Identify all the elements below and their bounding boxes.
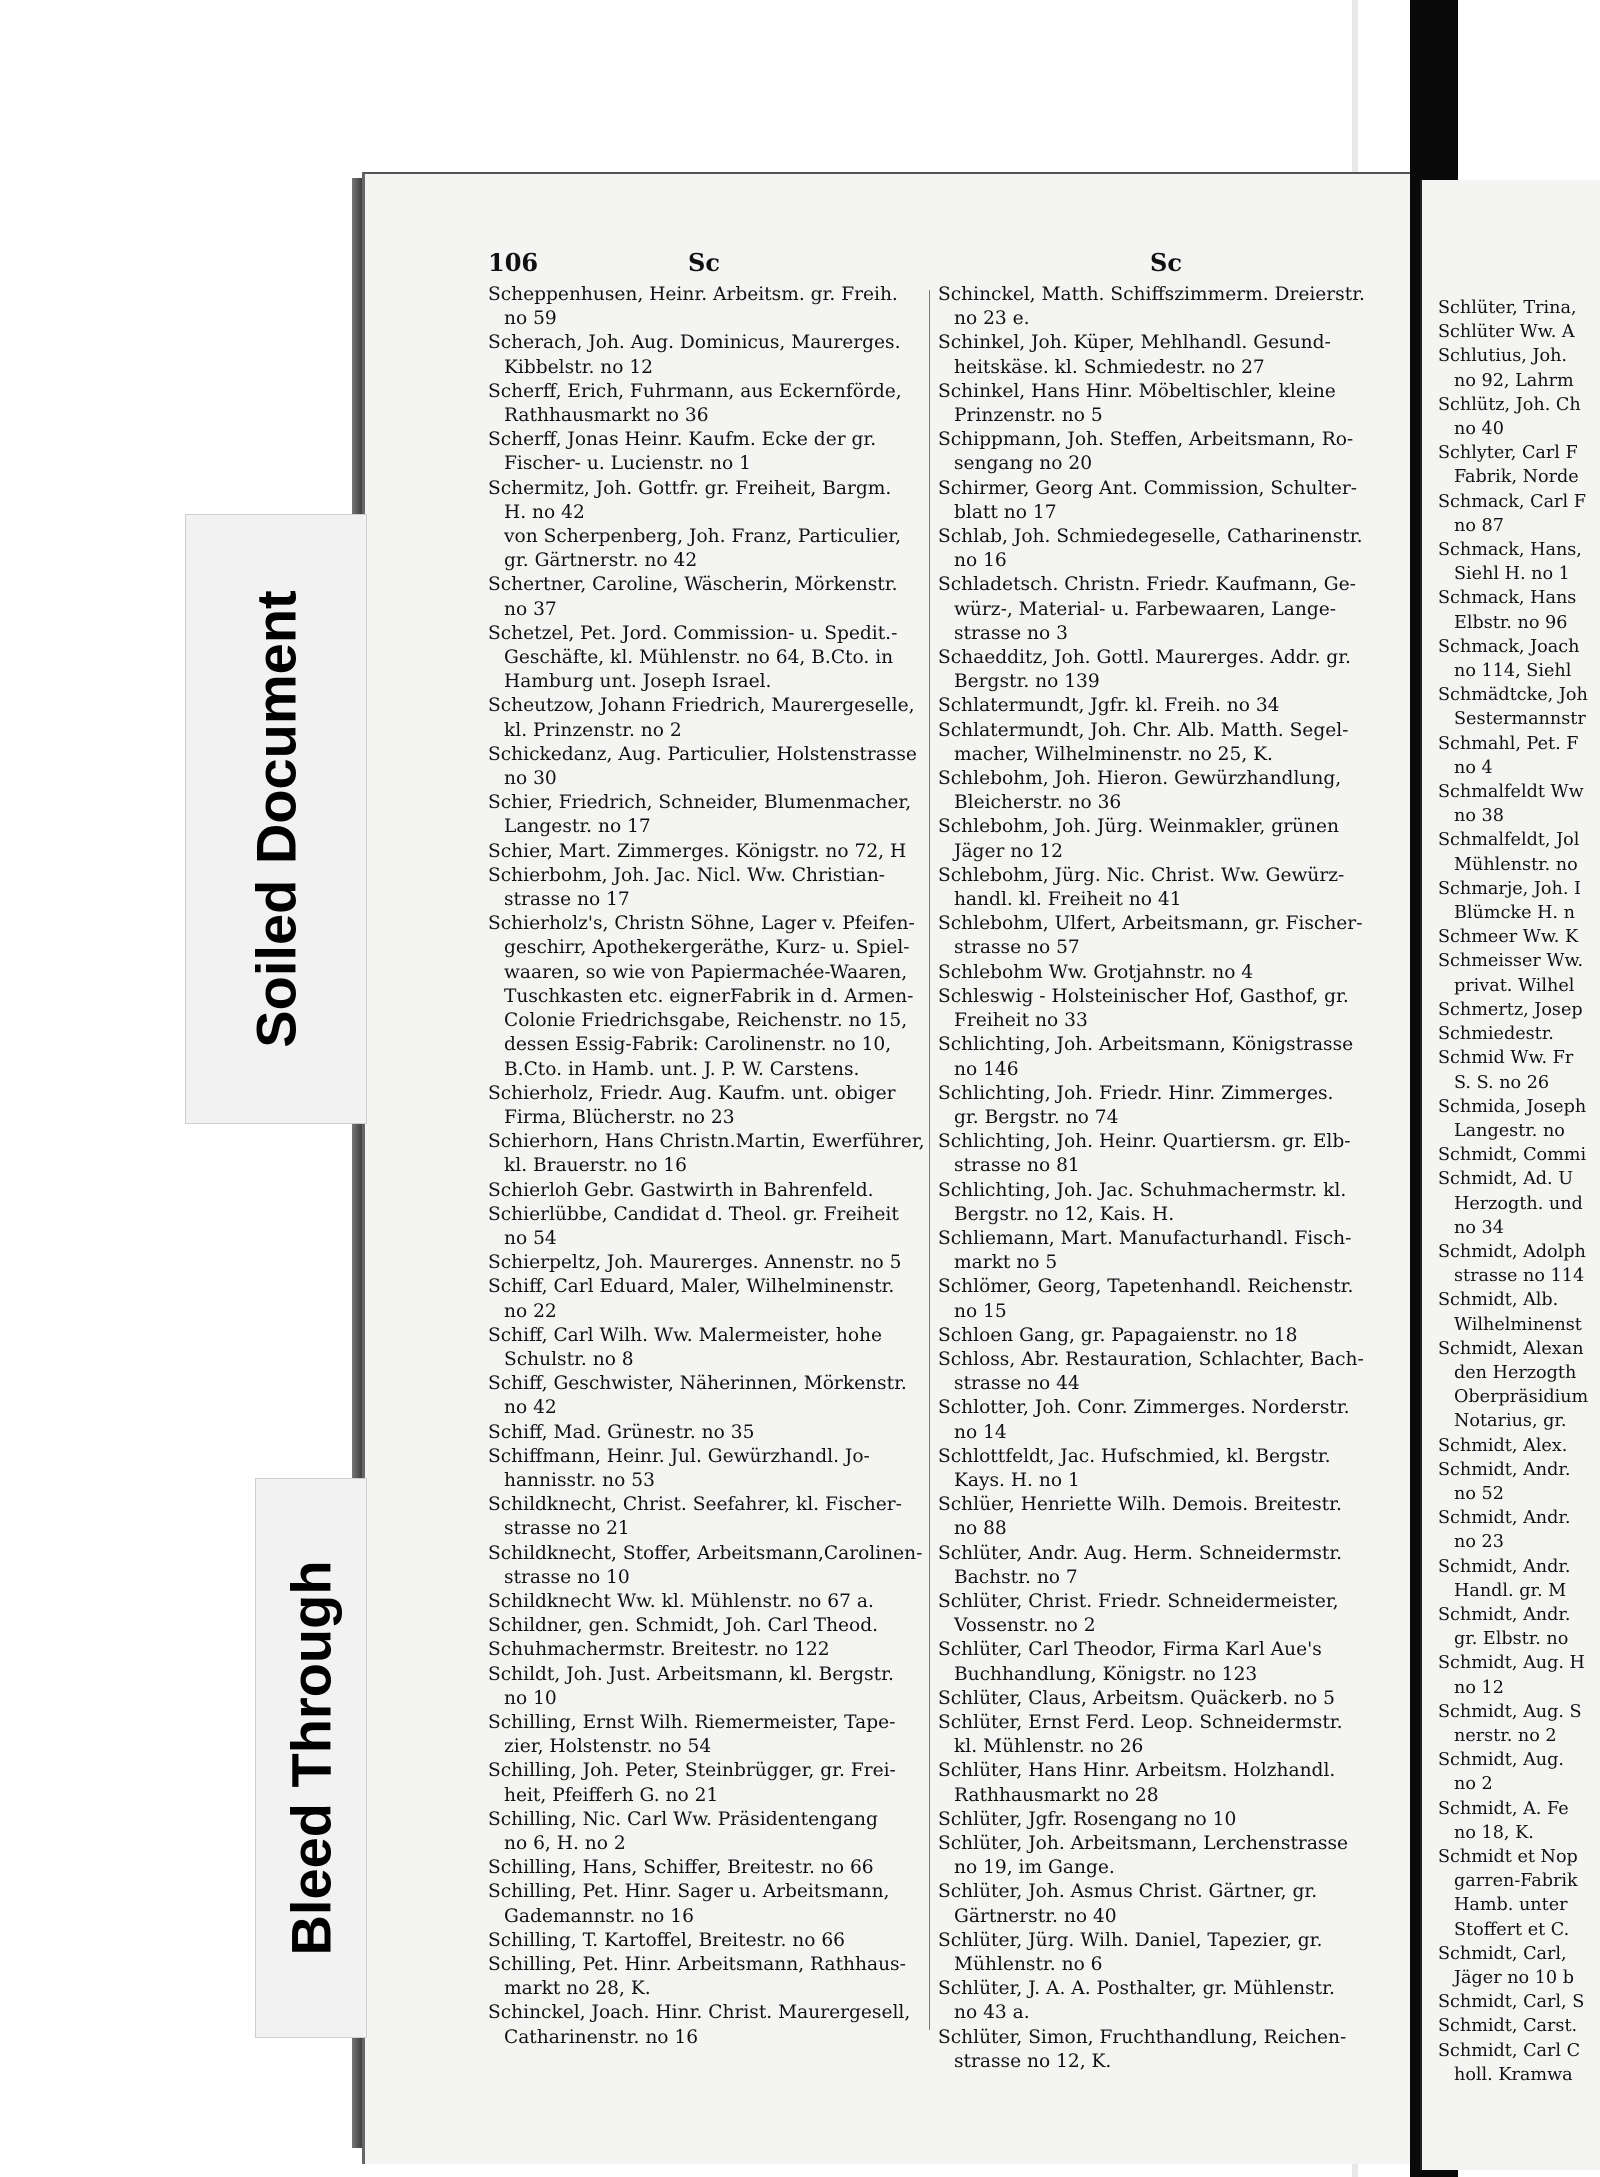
directory-line: no 92, Lahrm [1454, 370, 1574, 391]
column-divider [929, 290, 930, 2030]
directory-line: macher, Wilhelminenstr. no 25, K. [954, 743, 1273, 765]
header-right-letters: Sc [1150, 248, 1182, 277]
directory-line: Schmidt, Aug. H [1438, 1653, 1585, 1674]
directory-line: strasse no 81 [954, 1155, 1080, 1177]
directory-line: Schlyter, Carl F [1438, 443, 1578, 464]
directory-line: Schmiedestr. [1438, 1024, 1554, 1045]
directory-line: Firma, Blücherstr. no 23 [504, 1106, 735, 1128]
directory-line: Herzogth. und [1454, 1193, 1583, 1214]
directory-line: Schlüter, Christ. Friedr. Schneidermeister, [938, 1590, 1339, 1612]
directory-line: Rathhausmarkt no 28 [954, 1784, 1159, 1806]
directory-line: Schiff, Mad. Grünestr. no 35 [488, 1421, 755, 1443]
directory-line: Schlebohm, Jürg. Nic. Christ. Ww. Gewürz- [938, 864, 1345, 886]
directory-line: Schermitz, Joh. Gottfr. gr. Freiheit, Bargm. [488, 477, 892, 499]
directory-line: Notarius, gr. [1454, 1411, 1567, 1432]
directory-line: markt no 5 [954, 1252, 1058, 1274]
directory-line: Schlüter, Ernst Ferd. Leop. Schneidermstr. [938, 1711, 1343, 1733]
directory-line: Schmertz, Josep [1438, 999, 1583, 1020]
directory-line: Schlömer, Georg, Tapetenhandl. Reichenstr. [938, 1276, 1354, 1298]
directory-line: Fischer- u. Lucienstr. no 1 [504, 453, 751, 475]
directory-line: Schlüter Ww. A [1438, 322, 1575, 343]
directory-line: strasse no 114 [1454, 1266, 1585, 1287]
directory-line: den Herzogth [1454, 1362, 1577, 1383]
directory-line: Schmidt, Aug. S [1438, 1701, 1582, 1722]
directory-line: Schmalfeldt Ww [1438, 782, 1584, 803]
directory-line: Schlichting, Joh. Heinr. Quartiersm. gr. Elb- [938, 1131, 1351, 1153]
directory-line: Schlotter, Joh. Conr. Zimmerges. Norderstr. [938, 1397, 1350, 1419]
directory-line: Schmidt, Alb. [1438, 1290, 1559, 1311]
directory-line: Schierhorn, Hans Christn.Martin, Ewerführer, [488, 1131, 925, 1153]
directory-line: Schierholz's, Christn Söhne, Lager v. Pfeifen- [488, 913, 915, 935]
directory-line: no 52 [1454, 1483, 1504, 1504]
directory-line: Gärtnerstr. no 40 [954, 1905, 1117, 1927]
directory-line: Schmidt, Andr. [1438, 1604, 1571, 1625]
directory-line: blatt no 17 [954, 501, 1057, 523]
directory-line: Schiffmann, Heinr. Jul. Gewürzhandl. Jo- [488, 1445, 870, 1467]
directory-line: Prinzenstr. no 5 [954, 405, 1103, 427]
directory-line: Schier, Friedrich, Schneider, Blumenmacher, [488, 792, 912, 814]
directory-line: no 43 a. [954, 2002, 1030, 2024]
directory-line: Schinckel, Matth. Schiffszimmerm. Dreierstr. [938, 284, 1365, 305]
directory-line: Scherff, Jonas Heinr. Kaufm. Ecke der gr. [488, 429, 877, 451]
directory-line: holl. Kramwa [1454, 2064, 1573, 2085]
directory-line: Scheppenhusen, Heinr. Arbeitsm. gr. Freih. [488, 284, 898, 305]
directory-line: Catharinenstr. no 16 [504, 2026, 699, 2048]
directory-line: Schlüter, Jgfr. Rosengang no 10 [938, 1808, 1237, 1830]
directory-line: Schmädtcke, Joh [1438, 685, 1588, 706]
directory-line: no 54 [504, 1227, 557, 1249]
directory-line: geschirr, Apothekergeräthe, Kurz- u. Spiel- [504, 937, 910, 959]
directory-line: sengang no 20 [954, 453, 1093, 475]
directory-line: no 114, Siehl [1454, 661, 1572, 682]
directory-line: Schinkel, Joh. Küper, Mehlhandl. Gesund- [938, 332, 1331, 354]
directory-line: Schilling, Hans, Schiffer, Breitestr. no 66 [488, 1857, 874, 1879]
directory-line: Bleicherstr. no 36 [954, 792, 1122, 814]
directory-line: Langestr. no [1454, 1120, 1565, 1141]
directory-line: Vossenstr. no 2 [954, 1615, 1096, 1637]
directory-line: Mühlenstr. no [1454, 854, 1578, 875]
directory-line: Schilling, Ernst Wilh. Riemermeister, Tape- [488, 1711, 896, 1733]
directory-line: no 19, im Gange. [954, 1857, 1115, 1879]
directory-line: Hamb. unter [1454, 1895, 1568, 1916]
directory-line: Kays. H. no 1 [954, 1469, 1080, 1491]
directory-line: Schildt, Joh. Just. Arbeitsmann, kl. Bergstr. [488, 1663, 894, 1685]
directory-line: Schinkel, Hans Hinr. Möbeltischler, kleine [938, 380, 1336, 402]
directory-line: Schlüter, Simon, Fruchthandlung, Reichen- [938, 2026, 1347, 2048]
directory-line: Schloen Gang, gr. Papagaienstr. no 18 [938, 1324, 1298, 1346]
directory-line: no 18, K. [1454, 1822, 1534, 1843]
directory-line: Schmack, Hans [1438, 588, 1577, 609]
directory-line: Schlüter, Joh. Asmus Christ. Gärtner, gr. [938, 1881, 1318, 1903]
directory-line: Schmidt, Andr. [1438, 1556, 1571, 1577]
directory-line: Schlüter, Andr. Aug. Herm. Schneidermstr. [938, 1542, 1343, 1564]
directory-line: Schlebohm, Joh. Hieron. Gewürzhandlung, [938, 768, 1342, 790]
header-left-letters: Sc [688, 248, 720, 277]
directory-line: Schlebohm Ww. Grotjahnstr. no 4 [938, 961, 1254, 983]
directory-line: Jäger no 12 [954, 840, 1063, 862]
directory-line: Schmidt, Ad. U [1438, 1169, 1574, 1190]
directory-line: Schlüter, Jürg. Wilh. Daniel, Tapezier, gr. [938, 1929, 1323, 1951]
directory-line: würz-, Material- u. Farbewaaren, Lange- [954, 598, 1337, 620]
directory-line: Schlüter, Trina, [1438, 298, 1577, 318]
directory-line: kl. Brauerstr. no 16 [504, 1155, 687, 1177]
directory-line: privat. Wilhel [1454, 975, 1575, 996]
directory-line: Bergstr. no 12, Kais. H. [954, 1203, 1175, 1225]
directory-line: Schmeer Ww. K [1438, 927, 1579, 948]
directory-line: Schlichting, Joh. Friedr. Hinr. Zimmerges. [938, 1082, 1334, 1104]
directory-line: strasse no 21 [504, 1518, 630, 1540]
directory-line: Schladetsch. Christn. Friedr. Kaufmann, Ge- [938, 574, 1356, 596]
directory-line: no 4 [1454, 757, 1493, 778]
directory-line: Schierlübbe, Candidat d. Theol. gr. Freiheit [488, 1203, 899, 1225]
directory-line: Schlebohm, Joh. Jürg. Weinmakler, grünen [938, 816, 1339, 838]
directory-line: Schaedditz, Joh. Gottl. Maurerges. Addr. gr. [938, 647, 1351, 669]
directory-line: Schliemann, Mart. Manufacturhandl. Fisch- [938, 1227, 1352, 1249]
directory-line: Schlichting, Joh. Arbeitsmann, Königstrasse [938, 1034, 1354, 1056]
directory-line: no 146 [954, 1058, 1019, 1080]
directory-line: dessen Essig-Fabrik: Carolinenstr. no 10, [504, 1034, 892, 1056]
directory-line: no 10 [504, 1687, 557, 1709]
directory-line: strasse no 12, K. [954, 2050, 1112, 2072]
directory-line: Schlüter, Carl Theodor, Firma Karl Aue's [938, 1639, 1322, 1661]
directory-line: gr. Gärtnerstr. no 42 [504, 550, 698, 572]
directory-line: Schertner, Caroline, Wäscherin, Mörkenstr. [488, 574, 898, 596]
directory-line: H. no 42 [504, 501, 585, 523]
directory-line: no 23 [1454, 1532, 1504, 1553]
directory-line: strasse no 10 [504, 1566, 630, 1588]
directory-line: hannisstr. no 53 [504, 1469, 655, 1491]
directory-line: nerstr. no 2 [1454, 1725, 1557, 1746]
directory-line: Stoffert et C. [1454, 1919, 1570, 1940]
directory-line: Schierbohm, Joh. Jac. Nicl. Ww. Christian- [488, 864, 886, 886]
directory-line: Schickedanz, Aug. Particulier, Holstenstrasse [488, 743, 917, 765]
directory-line: Schlütz, Joh. Ch [1438, 394, 1581, 415]
directory-line: Schiff, Geschwister, Näherinnen, Mörkenstr. [488, 1373, 907, 1395]
directory-line: kl. Prinzenstr. no 2 [504, 719, 682, 741]
next-page-column [1438, 296, 1600, 2087]
directory-line: no 22 [504, 1300, 557, 1322]
directory-line: Wilhelminenst [1454, 1314, 1582, 1335]
directory-line: Schilling, Joh. Peter, Steinbrügger, gr. Frei- [488, 1760, 896, 1782]
directory-line: Schierholz, Friedr. Aug. Kaufm. unt. obiger [488, 1082, 896, 1104]
directory-line: no 12 [1454, 1677, 1504, 1698]
directory-line: Schildknecht Ww. kl. Mühlenstr. no 67 a. [488, 1590, 874, 1612]
directory-line: strasse no 57 [954, 937, 1080, 959]
directory-line: heitskäse. kl. Schmiedestr. no 27 [954, 356, 1265, 378]
directory-line: Schuhmachermstr. Breitestr. no 122 [488, 1639, 830, 1661]
directory-line: Sestermannstr [1454, 709, 1586, 730]
directory-line: Elbstr. no 96 [1454, 612, 1568, 633]
directory-line: Jäger no 10 b [1454, 1968, 1574, 1989]
directory-line: Siehl H. no 1 [1454, 564, 1570, 585]
directory-line: gr. Elbstr. no [1454, 1629, 1569, 1650]
directory-line: Schmidt, Carl C [1438, 2040, 1581, 2061]
directory-line: Schmack, Hans, [1438, 540, 1582, 561]
directory-line: no 16 [954, 550, 1007, 572]
directory-line: Mühlenstr. no 6 [954, 1954, 1103, 1976]
directory-line: Freiheit no 33 [954, 1010, 1088, 1032]
directory-line: Schetzel, Pet. Jord. Commission- u. Spedit.- [488, 622, 898, 644]
directory-line: Bachstr. no 7 [954, 1566, 1078, 1588]
directory-line: no 34 [1454, 1217, 1504, 1238]
directory-line: Rathhausmarkt no 36 [504, 405, 709, 427]
directory-line: strasse no 3 [954, 622, 1068, 644]
directory-line: zier, Holstenstr. no 54 [504, 1736, 712, 1758]
directory-line: Schmalfeldt, Jol [1438, 830, 1580, 851]
directory-line: no 23 e. [954, 308, 1030, 330]
directory-line: Scherach, Joh. Aug. Dominicus, Maurerges. [488, 332, 901, 354]
directory-line: no 14 [954, 1421, 1007, 1443]
soiled-document-tab [185, 514, 367, 1124]
directory-line: Schmeisser Ww. [1438, 951, 1584, 972]
directory-line: Bergstr. no 139 [954, 671, 1100, 693]
directory-line: Schmack, Carl F [1438, 491, 1586, 512]
directory-line: garren-Fabrik [1454, 1871, 1578, 1892]
directory-line: Schmida, Joseph [1438, 1096, 1587, 1117]
directory-line: Schmidt et Nop [1438, 1847, 1578, 1867]
bleed-through-tab [255, 1478, 367, 2038]
directory-line: Schlüter, J. A. A. Posthalter, gr. Mühlenstr. [938, 1978, 1335, 2000]
directory-line: Schloss, Abr. Restauration, Schlachter, Bach- [938, 1348, 1364, 1370]
directory-line: Schmahl, Pet. F [1438, 733, 1579, 754]
directory-line: Blümcke H. n [1454, 903, 1575, 924]
directory-line: no 42 [504, 1397, 557, 1419]
directory-line: von Scherpenberg, Joh. Franz, Particulier, [504, 526, 902, 548]
directory-line: Schlebohm, Ulfert, Arbeitsmann, gr. Fischer- [938, 913, 1363, 935]
directory-line: strasse no 17 [504, 889, 630, 911]
directory-line: Schier, Mart. Zimmerges. Königstr. no 72, H [488, 840, 907, 862]
directory-line: Schlab, Joh. Schmiedegeselle, Catharinenstr. [938, 526, 1363, 548]
directory-line: Tuschkasten etc. eignerFabrik in d. Armen- [504, 985, 914, 1007]
directory-line: Kibbelstr. no 12 [504, 356, 654, 378]
directory-line: Fabrik, Norde [1454, 467, 1579, 488]
directory-line: no 59 [504, 308, 557, 330]
bleed-through-label: Bleed Through [279, 1560, 343, 1956]
directory-line: Schlichting, Joh. Jac. Schuhmachermstr. kl. [938, 1179, 1347, 1201]
directory-line: Schlüter, Hans Hinr. Arbeitsm. Holzhandl. [938, 1760, 1336, 1782]
next-page [1420, 180, 1600, 2170]
directory-line: Schildknecht, Stoffer, Arbeitsmann,Carolinen- [488, 1542, 923, 1564]
directory-line: Scherff, Erich, Fuhrmann, aus Eckernförde, [488, 380, 902, 402]
directory-line: Schierloh Gebr. Gastwirth in Bahrenfeld. [488, 1179, 874, 1201]
directory-line: Schlüer, Henriette Wilh. Demois. Breitestr. [938, 1494, 1342, 1516]
directory-line: Schlüter, Claus, Arbeitsm. Quäckerb. no 5 [938, 1687, 1335, 1709]
directory-line: no 2 [1454, 1774, 1493, 1795]
directory-line: no 6, H. no 2 [504, 1833, 626, 1854]
directory-line: Schmidt, Adolph [1438, 1241, 1586, 1262]
directory-line: Schildknecht, Christ. Seefahrer, kl. Fischer- [488, 1494, 902, 1516]
directory-line: Schiff, Carl Eduard, Maler, Wilhelminenstr. [488, 1276, 895, 1298]
directory-line: Gademannstr. no 16 [504, 1905, 694, 1927]
directory-line: Schmidt, Carst. [1438, 2016, 1578, 2037]
directory-line: no 37 [504, 598, 557, 620]
directory-line: Oberpräsidium [1454, 1387, 1589, 1408]
directory-line: Schlatermundt, Jgfr. kl. Freih. no 34 [938, 695, 1280, 717]
directory-line: Schilling, Nic. Carl Ww. Präsidentengang [488, 1808, 878, 1830]
directory-line: Schulstr. no 8 [504, 1348, 634, 1370]
directory-line: Schmidt, Aug. [1438, 1750, 1564, 1771]
directory-line: Schmidt, A. Fe [1438, 1798, 1569, 1819]
directory-line: Langestr. no 17 [504, 816, 651, 838]
directory-line: no 30 [504, 768, 557, 790]
directory-line: no 38 [1454, 806, 1504, 827]
directory-line: Schmidt, Alexan [1438, 1338, 1584, 1359]
left-column [488, 283, 928, 2050]
directory-line: Geschäfte, kl. Mühlenstr. no 64, B.Cto. in [504, 647, 894, 669]
directory-line: kl. Mühlenstr. no 26 [954, 1736, 1144, 1758]
directory-line: Schiff, Carl Wilh. Ww. Malermeister, hohe [488, 1324, 882, 1346]
directory-line: no 87 [1454, 515, 1504, 536]
directory-line: Scheutzow, Johann Friedrich, Maurergeselle, [488, 695, 915, 717]
soiled-document-label: Soiled Document [244, 590, 308, 1048]
directory-line: markt no 28, K. [504, 1978, 651, 2000]
directory-line: Schilling, Pet. Hinr. Arbeitsmann, Rathhaus- [488, 1954, 906, 1976]
right-column [938, 283, 1382, 2074]
directory-line: Schlottfeldt, Jac. Hufschmied, kl. Bergstr. [938, 1445, 1331, 1467]
directory-line: Schmidt, Commi [1438, 1145, 1587, 1166]
directory-line: Schmidt, Alex. [1438, 1435, 1568, 1456]
directory-line: no 15 [954, 1300, 1007, 1322]
directory-line: B.Cto. in Hamb. unt. J. P. W. Carstens. [504, 1058, 860, 1080]
directory-line: no 40 [1454, 419, 1504, 440]
directory-line: Schlutius, Joh. [1438, 346, 1568, 367]
directory-line: handl. kl. Freiheit no 41 [954, 889, 1182, 911]
directory-line: Schmidt, Andr. [1438, 1459, 1571, 1480]
directory-line: Schleswig - Holsteinischer Hof, Gasthof, gr. [938, 985, 1349, 1007]
directory-line: Hamburg unt. Joseph Israel. [504, 671, 772, 693]
directory-line: Schmarje, Joh. I [1438, 878, 1581, 899]
directory-line: Schmidt, Andr. [1438, 1508, 1571, 1529]
directory-line: Schierpeltz, Joh. Maurerges. Annenstr. no 5 [488, 1252, 902, 1274]
directory-line: strasse no 44 [954, 1373, 1080, 1395]
directory-line: heit, Pfeifferh G. no 21 [504, 1784, 719, 1806]
directory-line: Handl. gr. M [1454, 1580, 1567, 1601]
directory-line: Schinckel, Joach. Hinr. Christ. Maurergesell, [488, 2002, 911, 2024]
directory-line: Schmidt, Carl, [1438, 1943, 1567, 1964]
directory-line: Schirmer, Georg Ant. Commission, Schulter- [938, 477, 1358, 499]
directory-line: Schlatermundt, Joh. Chr. Alb. Matth. Segel- [938, 719, 1349, 741]
directory-line: Schlüter, Joh. Arbeitsmann, Lerchenstrasse [938, 1833, 1348, 1854]
directory-line: waaren, so wie von Papiermachée-Waaren, [504, 961, 908, 983]
directory-line: Schmack, Joach [1438, 636, 1580, 657]
directory-line: no 88 [954, 1518, 1007, 1540]
directory-line: Schilling, Pet. Hinr. Sager u. Arbeitsmann, [488, 1881, 890, 1903]
directory-line: S. S. no 26 [1454, 1072, 1550, 1093]
directory-line: gr. Bergstr. no 74 [954, 1106, 1119, 1128]
directory-line: Schmid Ww. Fr [1438, 1048, 1574, 1069]
directory-line: Schilling, T. Kartoffel, Breitestr. no 66 [488, 1929, 846, 1951]
page-number: 106 [488, 248, 539, 277]
directory-line: Colonie Friedrichsgabe, Reichenstr. no 15, [504, 1010, 908, 1032]
directory-line: Schmidt, Carl, S [1438, 1992, 1585, 2013]
directory-line: Schippmann, Joh. Steffen, Arbeitsmann, Ro- [938, 429, 1354, 451]
directory-line: Buchhandlung, Königstr. no 123 [954, 1663, 1258, 1685]
directory-line: Schildner, gen. Schmidt, Joh. Carl Theod. [488, 1615, 879, 1637]
